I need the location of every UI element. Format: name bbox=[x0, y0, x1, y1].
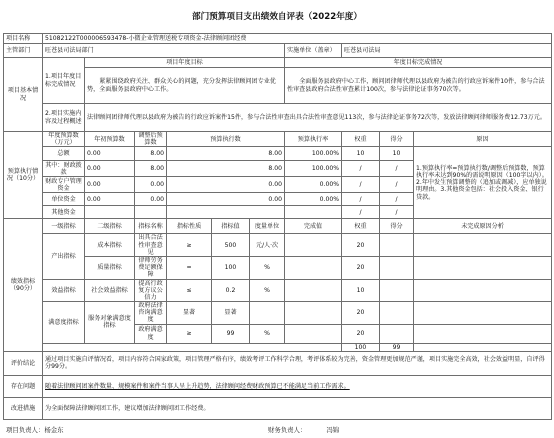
perf-nature: 显著 bbox=[167, 302, 212, 325]
budget-score-value: / bbox=[380, 206, 414, 219]
budget-row bbox=[4, 147, 552, 161]
perf-total-row bbox=[4, 343, 552, 351]
perf-target-value: 0.2 bbox=[212, 279, 250, 302]
perf-row bbox=[4, 302, 552, 325]
perf-indicator-name: 政府法律咨询满意度 bbox=[135, 302, 167, 325]
adjusted-budget-value: 8.00 bbox=[135, 161, 167, 177]
perf-weight: 20 bbox=[342, 234, 380, 257]
perf-total-spacer bbox=[43, 343, 342, 351]
finance-leader-value: 冯锦 bbox=[326, 426, 340, 434]
execution-rate-value: 100.00% bbox=[285, 147, 342, 161]
budget-row-label: 单位资金 bbox=[43, 193, 85, 206]
perf-target-value: 99 bbox=[212, 324, 250, 343]
budget-score-header: 得分 bbox=[380, 132, 414, 147]
perf-reason bbox=[414, 256, 552, 279]
implementation-row bbox=[4, 104, 552, 132]
perf-score bbox=[380, 302, 414, 325]
perf-reason bbox=[414, 234, 552, 257]
perf-header-name: 指标名称 bbox=[135, 219, 167, 234]
department-value: 旺苍县司法局部门 bbox=[43, 44, 285, 58]
budget-header-row bbox=[4, 132, 552, 147]
perf-reason bbox=[414, 302, 552, 325]
executed-budget-value: 8.00 bbox=[167, 161, 285, 177]
initial-budget-value: 0.00 bbox=[85, 147, 135, 161]
perf-header-level2: 二级指标 bbox=[85, 219, 135, 234]
issues-row bbox=[4, 375, 552, 397]
perf-nature: = bbox=[167, 256, 212, 279]
perf-indicator-name: 提高行政复方议公信力 bbox=[135, 279, 167, 302]
perf-row bbox=[4, 234, 552, 257]
perf-level1: 产出指标 bbox=[43, 234, 85, 279]
execution-rate-value: 0.00% bbox=[285, 177, 342, 193]
budget-weight-value: 10 bbox=[342, 147, 380, 161]
executed-budget-value: 8.00 bbox=[167, 147, 285, 161]
budget-weight-header: 权重 bbox=[342, 132, 380, 147]
execution-rate-value: 0.00% bbox=[285, 193, 342, 206]
adjusted-budget-value: 0.00 bbox=[135, 177, 167, 193]
budget-weight-value: / bbox=[342, 161, 380, 177]
issues-text: 随着法律顾问团案件数量、规模案件和案件当事人呈上升趋势，法律顾问经费财政预算已不能满足当前工作需求。 bbox=[43, 375, 552, 397]
budget-row-label: 其他资金 bbox=[43, 206, 85, 219]
initial-budget-value: 0.00 bbox=[85, 177, 135, 193]
budget-row-label: 总额 bbox=[43, 147, 85, 161]
basic-section-label: 项目基本情况 bbox=[4, 58, 43, 132]
executed-budget-header: 预算执行数 bbox=[167, 132, 285, 147]
measures-label: 改进措施 bbox=[4, 397, 43, 419]
conclusion-text: 通过项目实施自评情况看，项目内容符合国家政策，项目管理严格有序，绩效考评工作科学合理，考评体系较为完善，资金管理更加规范严谨，项目实施完全高效，社会效益明显，自评得分99分。 bbox=[43, 351, 552, 375]
goal-completion-label: 1.项目年度目标完成情况 bbox=[43, 58, 85, 104]
perf-done-value bbox=[285, 324, 342, 343]
department-label: 主管部门 bbox=[4, 44, 43, 58]
goal-completion-text: 全面服务县政府中心工作，顾问团律师代理以县政府为被告的行政应诉案件10件，参与合法性审查县政府合法性审查累计100次，参与法律论证事务70次等。 bbox=[285, 68, 552, 104]
perf-nature: ≥ bbox=[167, 234, 212, 257]
perf-nature: ≤ bbox=[167, 279, 212, 302]
budget-score-value: 10 bbox=[380, 147, 414, 161]
implementation-text: 法律顾问团律师代理以县政府为被告的行政应诉案件15件，参与合法性审查出具合法性审查意见113次，参与法律论证事务72次等，发放法律顾问律师服务费12.73万元。 bbox=[85, 104, 552, 132]
goal-header-row bbox=[4, 58, 552, 68]
adjusted-budget-header: 调整后预算数 bbox=[135, 132, 167, 147]
perf-header-nature: 指标性质 bbox=[167, 219, 212, 234]
implementing-unit-value: 旺苍县司法局 bbox=[342, 44, 552, 58]
conclusion-label: 评价结论 bbox=[4, 351, 43, 375]
perf-score bbox=[380, 324, 414, 343]
perf-done-value bbox=[285, 302, 342, 325]
perf-level2: 社会效益指标 bbox=[85, 279, 135, 302]
perf-header-value: 指标值 bbox=[212, 219, 250, 234]
perf-header-row bbox=[4, 219, 552, 234]
perf-unit: % bbox=[250, 256, 285, 279]
adjusted-budget-value: 0.00 bbox=[135, 193, 167, 206]
perf-level1: 满意度指标 bbox=[43, 302, 85, 344]
initial-budget-header: 年初预算数 bbox=[85, 132, 135, 147]
perf-reason bbox=[414, 279, 552, 302]
perf-indicator-name: 出具合法性审查意见 bbox=[135, 234, 167, 257]
budget-section-label: 预算执行情况（10分） bbox=[4, 132, 43, 219]
conclusion-row bbox=[4, 351, 552, 375]
project-leader-label: 项目负责人： bbox=[6, 426, 45, 434]
initial-budget-value: 0.00 bbox=[85, 161, 135, 177]
issues-label: 存在问题 bbox=[4, 375, 43, 397]
perf-unit: % bbox=[250, 324, 285, 343]
execution-rate-value bbox=[285, 206, 342, 219]
initial-budget-value bbox=[85, 206, 135, 219]
perf-unit: 元/人·次 bbox=[250, 234, 285, 257]
budget-reason-text: 1.预算执行率=预算执行数/调整后预算数，预算执行率未达到90%的需说明原因（100字以内）。2.年中发生预算调整的（追加或调减），应单独说明理由。3.其他资金包括：社会投入资金、银行贷款。 bbox=[414, 147, 552, 219]
budget-weight-value: / bbox=[342, 193, 380, 206]
perf-unit: % bbox=[250, 279, 285, 302]
measures-row bbox=[4, 397, 552, 419]
executed-budget-value: 0.00 bbox=[167, 177, 285, 193]
budget-row-label: 财政专户管理资金 bbox=[43, 177, 85, 193]
perf-header-reason: 未完成原因分析 bbox=[414, 219, 552, 234]
perf-level2: 质量指标 bbox=[85, 256, 135, 279]
department-row bbox=[4, 44, 552, 58]
perf-header-weight: 权重 bbox=[342, 219, 380, 234]
project-leader-value: 杨金东 bbox=[44, 426, 64, 434]
perf-reason bbox=[414, 324, 552, 343]
perf-target-value: 100 bbox=[212, 256, 250, 279]
perf-score bbox=[380, 234, 414, 257]
budget-score-value: / bbox=[380, 161, 414, 177]
initial-budget-value: 0.00 bbox=[85, 193, 135, 206]
perf-total-weight: 100 bbox=[342, 343, 380, 351]
budget-score-value: / bbox=[380, 193, 414, 206]
execution-rate-value: 100.00% bbox=[285, 161, 342, 177]
executed-budget-value bbox=[167, 206, 285, 219]
evaluation-table bbox=[3, 33, 552, 420]
perf-score bbox=[380, 256, 414, 279]
budget-row-label: 其中：财政拨款 bbox=[43, 161, 85, 177]
execution-rate-header: 预算执行率 bbox=[285, 132, 342, 147]
budget-weight-value: / bbox=[342, 206, 380, 219]
goal-completion-header: 年度目标完成情况 bbox=[285, 58, 552, 68]
perf-target-value: 500 bbox=[212, 234, 250, 257]
finance-leader bbox=[268, 425, 339, 434]
perf-weight: 10 bbox=[342, 279, 380, 302]
executed-budget-value: 0.00 bbox=[167, 193, 285, 206]
project-leader bbox=[6, 425, 64, 434]
perf-done-value bbox=[285, 256, 342, 279]
finance-leader-label: 财务负责人： bbox=[268, 426, 307, 434]
page-title: 部门预算项目支出绩效自评表（2022年度） bbox=[191, 12, 362, 22]
project-name-value: 51082122T000006593478-小微企业管理送税专项资金-法律顾问团经费 bbox=[43, 34, 552, 44]
perf-indicator-name: 政府满意度 bbox=[135, 324, 167, 343]
perf-level2: 服务对象满意度指标 bbox=[85, 302, 135, 344]
adjusted-budget-value: 8.00 bbox=[135, 147, 167, 161]
perf-header-unit: 度量单位 bbox=[250, 219, 285, 234]
perf-header-done: 完成值 bbox=[285, 219, 342, 234]
perf-done-value bbox=[285, 279, 342, 302]
budget-reason-header: 原因 bbox=[414, 132, 552, 147]
project-name-row bbox=[4, 34, 552, 44]
budget-weight-value: / bbox=[342, 177, 380, 193]
budget-year-label: 年度预算数（万元） bbox=[43, 132, 85, 147]
perf-level2: 成本指标 bbox=[85, 234, 135, 257]
perf-indicator-name: 律师劳务费足额保障 bbox=[135, 256, 167, 279]
annual-goal-header: 项目年度目标 bbox=[85, 58, 285, 68]
project-name-label: 项目名称 bbox=[4, 34, 43, 44]
perf-score bbox=[380, 279, 414, 302]
perf-nature: ≥ bbox=[167, 324, 212, 343]
perf-weight: 20 bbox=[342, 324, 380, 343]
perf-level1: 效益指标 bbox=[43, 279, 85, 302]
perf-done-value bbox=[285, 234, 342, 257]
implementing-unit-label: 实施单位（盖章） bbox=[285, 44, 342, 58]
annual-goal-text: 紧紧围绕政府关注、群众关心的问题，充分发挥法律顾问团专业优势，全面服务县政府中心工作。 bbox=[85, 68, 285, 104]
goal-content-row bbox=[4, 68, 552, 104]
implementation-label: 2.项目实施内容及过程概述 bbox=[43, 104, 85, 132]
perf-total-reason bbox=[414, 343, 552, 351]
budget-score-value: / bbox=[380, 177, 414, 193]
measures-text: 为全面保障法律顾问团工作，建议增加法律顾问团工作经费。 bbox=[43, 397, 552, 419]
perf-target-value: 显著 bbox=[212, 302, 250, 325]
perf-section-label: 绩效指标（90分） bbox=[4, 219, 43, 351]
perf-weight: 20 bbox=[342, 256, 380, 279]
adjusted-budget-value bbox=[135, 206, 167, 219]
perf-row bbox=[4, 279, 552, 302]
perf-row bbox=[4, 256, 552, 279]
perf-unit bbox=[250, 302, 285, 325]
perf-total-score: 99 bbox=[380, 343, 414, 351]
perf-weight: 20 bbox=[342, 302, 380, 325]
perf-header-level1: 一级指标 bbox=[43, 219, 85, 234]
perf-header-score: 得分 bbox=[380, 219, 414, 234]
